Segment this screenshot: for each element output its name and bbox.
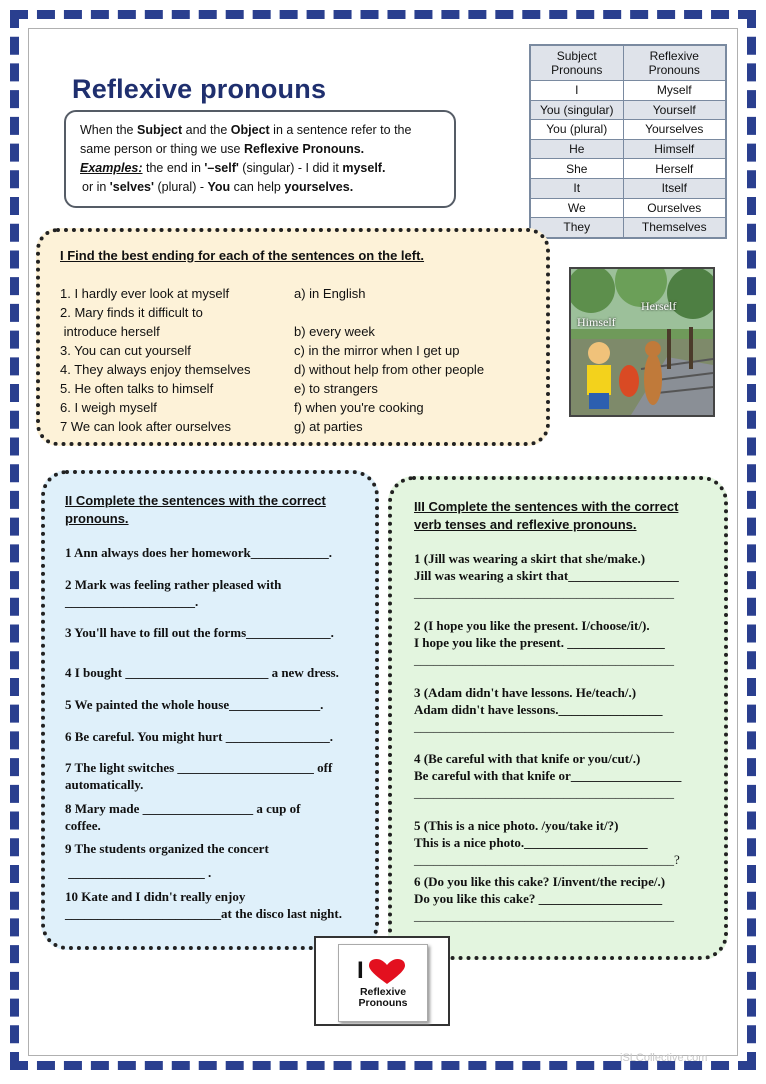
sentence-5: 5 We painted the whole house______________. [65, 697, 324, 712]
exercise-3-heading-line-2: verb tenses and reflexive pronouns. [414, 517, 637, 532]
task-2 [414, 617, 674, 668]
table-cell: Himself [623, 139, 726, 159]
logo-text [339, 987, 427, 1009]
sentence-6: 6 Be careful. You might hurt ________________. [65, 729, 333, 744]
task-answer-line: Adam didn't have lessons.________________ [414, 702, 663, 717]
sentence-8-cont: coffee. [65, 818, 101, 833]
table-cell: He [530, 139, 623, 159]
cartoon-illustration [571, 269, 713, 415]
sentence-4: 4 I bought ______________________ a new dress. [65, 665, 339, 680]
sentence-8: 8 Mary made _________________ a cup of [65, 801, 301, 816]
sentence-3: 3 You'll have to fill out the forms_____________. [65, 625, 334, 640]
table-cell: They [530, 218, 623, 238]
sentence-10: 10 Kate and I didn't really enjoy [65, 889, 246, 904]
sentence-2: 2 Mark was feeling rather pleased with [65, 577, 282, 592]
table-cell: Myself [623, 81, 726, 101]
table-cell: We [530, 198, 623, 218]
list-item: b) every week [294, 324, 375, 339]
task-prompt: 2 (I hope you like the present. I/choose/it/). [414, 618, 650, 633]
table-cell: You (plural) [530, 120, 623, 140]
pronoun-table [529, 44, 727, 239]
task-blank-line: ________________________________________ [414, 585, 674, 600]
logo-line-1: Reflexive [359, 986, 407, 998]
table-header-reflexive: Reflexive Pronouns [623, 45, 726, 81]
sentence-7-cont: automatically. [65, 777, 144, 792]
heart-icon [369, 959, 405, 985]
task-blank-line: ________________________________________ [414, 908, 674, 923]
intro-line-4: or in 'selves' (plural) - You can help yourselves. [82, 180, 354, 194]
task-blank-line: ________________________________________ [414, 785, 674, 800]
table-cell: Yourselves [623, 120, 726, 140]
table-cell: Herself [623, 159, 726, 179]
task-blank-line: ________________________________________? [414, 852, 680, 867]
watermark: iSLCollective.com [620, 1052, 708, 1064]
task-prompt: 4 (Be careful with that knife or you/cut/.) [414, 751, 641, 766]
list-item: a) in English [294, 286, 366, 301]
list-item: 6. I weigh myself [60, 400, 157, 415]
task-4 [414, 750, 681, 801]
sentence-1: 1 Ann always does her homework____________. [65, 545, 333, 560]
list-item: 4. They always enjoy themselves [60, 362, 251, 377]
sentence-7: 7 The light switches _____________________ off [65, 760, 333, 775]
list-item: 7 We can look after ourselves [60, 419, 232, 434]
table-cell: She [530, 159, 623, 179]
intro-line-1: When the Subject and the Object in a sentence refer to the [80, 123, 412, 137]
task-answer-line: Be careful with that knife or_________________ [414, 768, 682, 783]
task-1 [414, 550, 679, 601]
list-item: d) without help from other people [294, 362, 485, 377]
task-prompt: 1 (Jill was wearing a skirt that she/make.) [414, 551, 646, 566]
exercise-1-heading: I Find the best ending for each of the sentences on the left. [60, 248, 425, 263]
exercise-3-heading-line-1: III Complete the sentences with the correct [414, 499, 679, 514]
spacer [294, 303, 484, 322]
task-3 [414, 684, 674, 735]
exercise-2-heading-line-2: pronouns. [65, 511, 129, 526]
list-item: g) at parties [294, 419, 363, 434]
task-6 [414, 873, 674, 924]
task-prompt: 5 (This is a nice photo. /you/take it/?) [414, 818, 619, 833]
exercise-1-right-column [294, 284, 484, 436]
sentence-10-cont: ________________________at the disco last night. [65, 906, 342, 921]
list-item: f) when you're cooking [294, 400, 424, 415]
exercise-1-box [36, 228, 550, 446]
list-item: 2. Mary finds it difficult to [60, 305, 203, 320]
exercise-2-heading-line-1: II Complete the sentences with the correct [65, 493, 326, 508]
exercise-1-left-column [60, 284, 251, 436]
list-item: c) in the mirror when I get up [294, 343, 460, 358]
picture-label-himself: Himself [577, 315, 616, 329]
intro-box [64, 110, 456, 208]
table-header-subject: Subject Pronouns [530, 45, 623, 81]
logo-i: I [357, 957, 364, 984]
list-item: 1. I hardly ever look at myself [60, 286, 230, 301]
page-title: Reflexive pronouns [72, 74, 327, 104]
task-blank-line: ________________________________________ [414, 719, 674, 734]
table-cell: Ourselves [623, 198, 726, 218]
table-cell: I [530, 81, 623, 101]
exercise-3-heading [414, 498, 678, 534]
table-cell: Itself [623, 178, 726, 198]
table-cell: It [530, 178, 623, 198]
exercise-3-box [388, 476, 728, 960]
task-prompt: 3 (Adam didn't have lessons. He/teach/.) [414, 685, 637, 700]
task-answer-line: This is a nice photo.___________________ [414, 835, 648, 850]
task-5 [414, 817, 680, 868]
list-item: 3. You can cut yourself [60, 343, 191, 358]
list-item: introduce herself [60, 324, 160, 339]
task-blank-line: ________________________________________ [414, 652, 674, 667]
i-love-reflexive-pronouns-logo [314, 936, 450, 1026]
table-cell: You (singular) [530, 100, 623, 120]
list-item: 5. He often talks to himself [60, 381, 214, 396]
cartoon-picture [569, 267, 715, 417]
picture-label-herself: Herself [641, 299, 677, 313]
table-cell: Yourself [623, 100, 726, 120]
table-cell: Themselves [623, 218, 726, 238]
list-item: e) to strangers [294, 381, 378, 396]
intro-line-3: Examples: the end in '–self' (singular) - I did it myself. [80, 161, 386, 175]
exercise-2-heading [65, 492, 326, 528]
exercise-2-box [41, 470, 379, 950]
logo-line-2: Pronouns [358, 997, 408, 1009]
task-answer-line: Jill was wearing a skirt that_________________ [414, 568, 679, 583]
logo-card [338, 944, 428, 1022]
task-answer-line: I hope you like the present. _______________ [414, 635, 665, 650]
sentence-9: 9 The students organized the concert [65, 841, 269, 856]
task-prompt: 6 (Do you like this cake? I/invent/the recipe/.) [414, 874, 666, 889]
sentence-2-blank: ____________________. [65, 594, 199, 609]
intro-line-2: same person or thing we use Reflexive Pronouns. [80, 142, 365, 156]
task-answer-line: Do you like this cake? ___________________ [414, 891, 663, 906]
sentence-9-blank: _____________________ . [65, 865, 212, 880]
